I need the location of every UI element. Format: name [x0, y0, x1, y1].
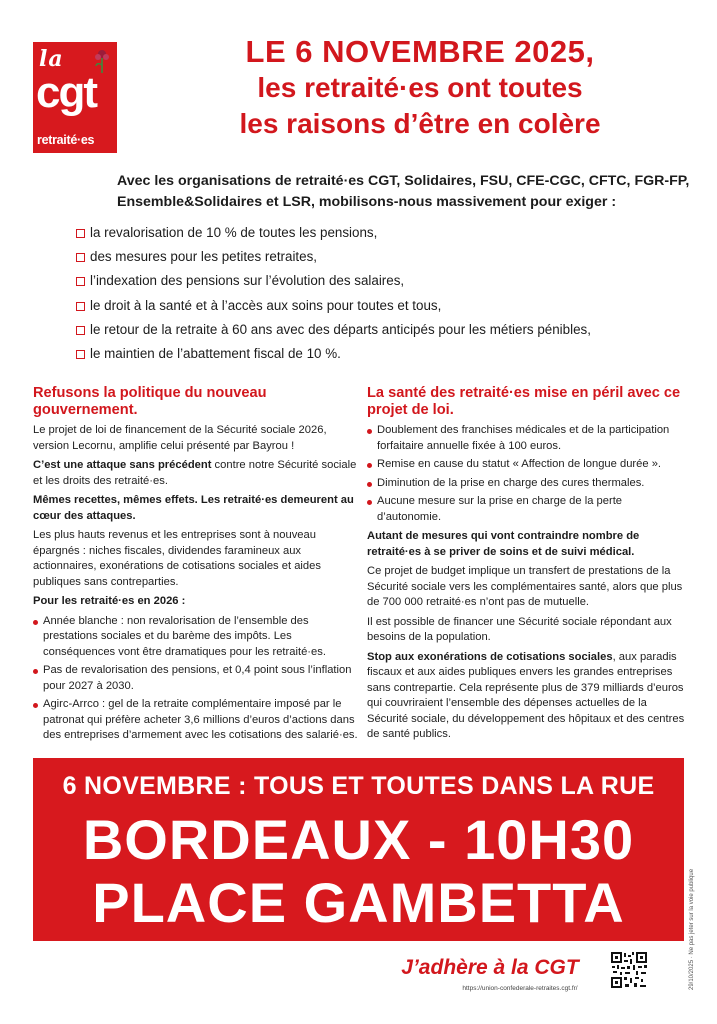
left-paragraph: Mêmes recettes, mêmes effets. Les retraité·es demeurent au cœur des attaques.	[33, 494, 354, 522]
bullet-icon	[367, 429, 372, 434]
side-note: 29/10/2025 · Ne pas jeter sur la voie publique	[689, 868, 695, 990]
demand-item: l’indexation des pensions sur l’évolution des salaires,	[76, 269, 676, 293]
right-paragraph: Ce projet de budget implique un transfert de prestations de la Sécurité sociale vers les complémentaires santé, alors que plus de 700 000 retraité·es n’ont pas de mutuelle.	[367, 565, 683, 608]
cgt-logo	[33, 42, 117, 153]
intro-text: Avec les organisations de retraité·es CGT, Solidaires, FSU, CFE-CGC, CFTC, FGR-FP, Ensemble&Solidaires et LSR, mobilisons-nous massivement pour exiger :	[117, 173, 690, 210]
left-column-title: Refusons la politique du nouveau gouvernement.	[33, 385, 267, 418]
headline-line-1: LE 6 NOVEMBRE 2025,	[245, 34, 595, 69]
left-paragraph: Pour les retraité·es en 2026 :	[33, 595, 186, 607]
bullet-item: Diminution de la prise en charge des cures thermales.	[367, 476, 687, 492]
left-column	[33, 385, 365, 748]
bullet-item: Agirc-Arrco : gel de la retraite complémentaire imposé par le patronat qui préfère acheter 3,6 millions d’euros d’actions dans des entreprises d’armement avec les cotisations des salarié·es.	[33, 697, 365, 744]
event-banner	[33, 758, 684, 941]
bullet-item: Remise en cause du statut « Affection de longue durée ».	[367, 457, 687, 473]
bullet-item: Année blanche : non revalorisation de l’ensemble des prestations sociales et du barème des impôts. Les conséquences vont être dramatiques pour les retraité·es.	[33, 614, 365, 661]
bullet-item: Aucune mesure sur la prise en charge de la perte d’autonomie.	[367, 494, 687, 525]
bullet-icon	[33, 669, 38, 674]
right-column-title: La santé des retraité·es mise en péril avec ce projet de loi.	[367, 385, 681, 418]
checkbox-icon	[76, 277, 85, 286]
demand-item: des mesures pour les petites retraites,	[76, 245, 676, 269]
bullet-icon	[33, 620, 38, 625]
logo-la: la	[39, 46, 64, 72]
banner-line-1: 6 NOVEMBRE : TOUS ET TOUTES DANS LA RUE	[62, 772, 655, 800]
checkbox-icon	[76, 229, 85, 238]
left-paragraph: C’est une attaque sans précédent contre notre Sécurité sociale et les droits des retraité·es.	[33, 459, 357, 487]
banner-line-2: BORDEAUX - 10H30	[82, 808, 635, 871]
demand-item: le droit à la santé et à l’accès aux soins pour toutes et tous,	[76, 294, 676, 318]
right-paragraph: Il est possible de financer une Sécurité sociale répondant aux besoins de la population.	[367, 615, 672, 643]
checkbox-icon	[76, 326, 85, 335]
logo-subtitle: retraité·es	[37, 133, 95, 147]
right-paragraph: Autant de mesures qui vont contraindre nombre de retraité·es à se priver de soins et de suivi médical.	[367, 530, 640, 558]
bullet-icon	[33, 703, 38, 708]
bullet-icon	[367, 463, 372, 468]
checkbox-icon	[76, 350, 85, 359]
left-paragraph: Le projet de loi de financement de la Sécurité sociale 2026, version Lecornu, amplifie celui présenté par Bayrou !	[33, 424, 327, 452]
left-paragraph: Les plus hauts revenus et les entreprises sont à nouveau épargnés : niches fiscales, dividendes faramineux aux actionnaires, exonérations de cotisations sociales et aides publiques sans contreparties.	[33, 529, 321, 588]
demand-item: le maintien de l’abattement fiscal de 10 %.	[76, 342, 676, 366]
footer-url[interactable]: https://union-confederale-retraites.cgt.fr/	[462, 985, 578, 992]
bullet-item: Doublement des franchises médicales et de la participation forfaitaire annuelle fixée à 100 euros.	[367, 423, 687, 454]
right-paragraph: Stop aux exonérations de cotisations sociales, aux paradis fiscaux et aux aides publiques envers les grandes entreprises sans contrepartie. Cela représente plus de 379 milliards d’euros qui couvriraient l’ensemble des dépenses actuelles de la Sécurité sociale, du développement des hôpitaux et des centres de santé publics.	[367, 650, 685, 740]
demands-list	[76, 221, 676, 366]
bullet-icon	[367, 482, 372, 487]
checkbox-icon	[76, 253, 85, 262]
right-bullets	[367, 423, 687, 525]
right-column	[367, 385, 687, 747]
bullet-icon	[367, 500, 372, 505]
demand-item: la revalorisation de 10 % de toutes les pensions,	[76, 221, 676, 245]
logo-cgt: cgt	[36, 68, 96, 117]
banner-line-3: PLACE GAMBETTA	[92, 871, 625, 934]
adhere-text: J’adhère à la CGT	[401, 956, 579, 979]
checkbox-icon	[76, 302, 85, 311]
qr-code-icon[interactable]	[610, 951, 648, 989]
left-bullets	[33, 614, 365, 744]
headline-line-2: les retraité·es ont toutes	[257, 72, 583, 103]
headline-line-3: les raisons d’être en colère	[239, 108, 601, 139]
headline	[150, 34, 690, 142]
bullet-item: Pas de revalorisation des pensions, et 0,4 point sous l’inflation pour 2027 à 2030.	[33, 663, 365, 694]
demand-item: le retour de la retraite à 60 ans avec des départs anticipés pour les métiers pénibles,	[76, 318, 676, 342]
